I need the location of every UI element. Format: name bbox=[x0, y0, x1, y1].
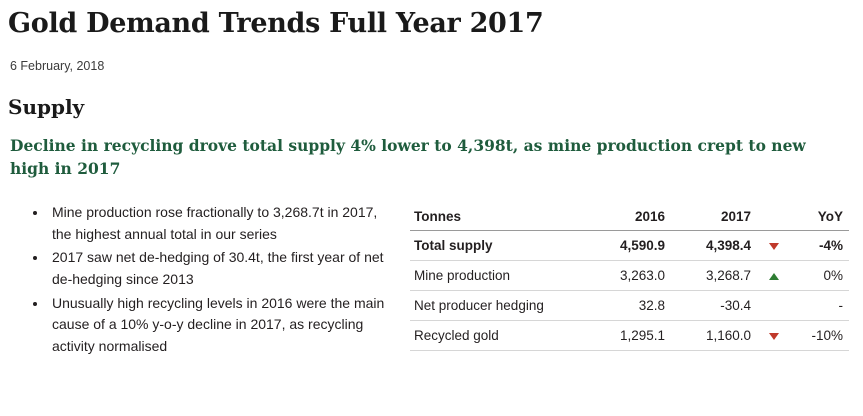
supply-table bbox=[410, 202, 849, 351]
trend-cell bbox=[757, 290, 785, 320]
arrow-down-icon bbox=[769, 333, 779, 340]
row-value-2017: 3,268.7 bbox=[705, 267, 751, 283]
column-header-arrow bbox=[757, 202, 785, 231]
column-header-yoy: YoY bbox=[785, 202, 849, 231]
section-heading: Supply bbox=[8, 95, 85, 120]
list-item: • Mine production rose fractionally to 3,268.7t in 2017, the highest annual total in our series bbox=[48, 202, 400, 245]
publication-date: 6 February, 2018 bbox=[10, 59, 105, 74]
trend-cell bbox=[757, 230, 785, 260]
row-value-yoy: 0% bbox=[823, 267, 843, 283]
table-row bbox=[410, 230, 849, 260]
column-header-2017: 2017 bbox=[671, 202, 757, 231]
row-label: Total supply bbox=[414, 237, 493, 253]
arrow-down-icon bbox=[769, 243, 779, 250]
table-body bbox=[410, 230, 849, 350]
column-header-2016: 2016 bbox=[585, 202, 671, 231]
section-summary: Decline in recycling drove total supply 4% lower to 4,398t, as mine production crept to new high in 2017 bbox=[10, 136, 806, 178]
row-label: Mine production bbox=[414, 267, 511, 283]
arrow-up-icon bbox=[769, 273, 779, 280]
supply-table-container bbox=[400, 202, 863, 360]
row-value-2016: 4,590.9 bbox=[619, 237, 665, 253]
table-row bbox=[410, 260, 849, 290]
table-row bbox=[410, 320, 849, 350]
row-value-2017: 1,160.0 bbox=[705, 327, 751, 343]
list-item: • Unusually high recycling levels in 2016 were the main cause of a 10% y-o-y decline in 2017, as recycling activity normalised bbox=[48, 293, 400, 358]
page-title: Gold Demand Trends Full Year 2017 bbox=[8, 8, 544, 39]
list-item: • 2017 saw net de-hedging of 30.4t, the first year of net de-hedging since 2013 bbox=[48, 247, 400, 290]
bullet-list bbox=[28, 202, 400, 358]
table-head bbox=[410, 202, 849, 231]
table-row bbox=[410, 290, 849, 320]
content-row bbox=[0, 202, 863, 360]
row-value-2017: -30.4 bbox=[720, 297, 751, 313]
row-label: Net producer hedging bbox=[414, 297, 544, 313]
row-value-2016: 32.8 bbox=[638, 297, 665, 313]
row-value-2016: 3,263.0 bbox=[619, 267, 665, 283]
row-label: Recycled gold bbox=[414, 327, 499, 343]
row-value-yoy: - bbox=[838, 297, 843, 313]
row-value-yoy: -10% bbox=[811, 327, 843, 343]
row-value-2016: 1,295.1 bbox=[619, 327, 665, 343]
trend-cell bbox=[757, 320, 785, 350]
trend-cell bbox=[757, 260, 785, 290]
key-points-list bbox=[0, 202, 400, 360]
table-header-row bbox=[410, 202, 849, 231]
row-value-2017: 4,398.4 bbox=[705, 237, 751, 253]
document-page bbox=[0, 8, 863, 416]
row-value-yoy: -4% bbox=[818, 237, 843, 253]
column-header-tonnes: Tonnes bbox=[410, 202, 585, 231]
